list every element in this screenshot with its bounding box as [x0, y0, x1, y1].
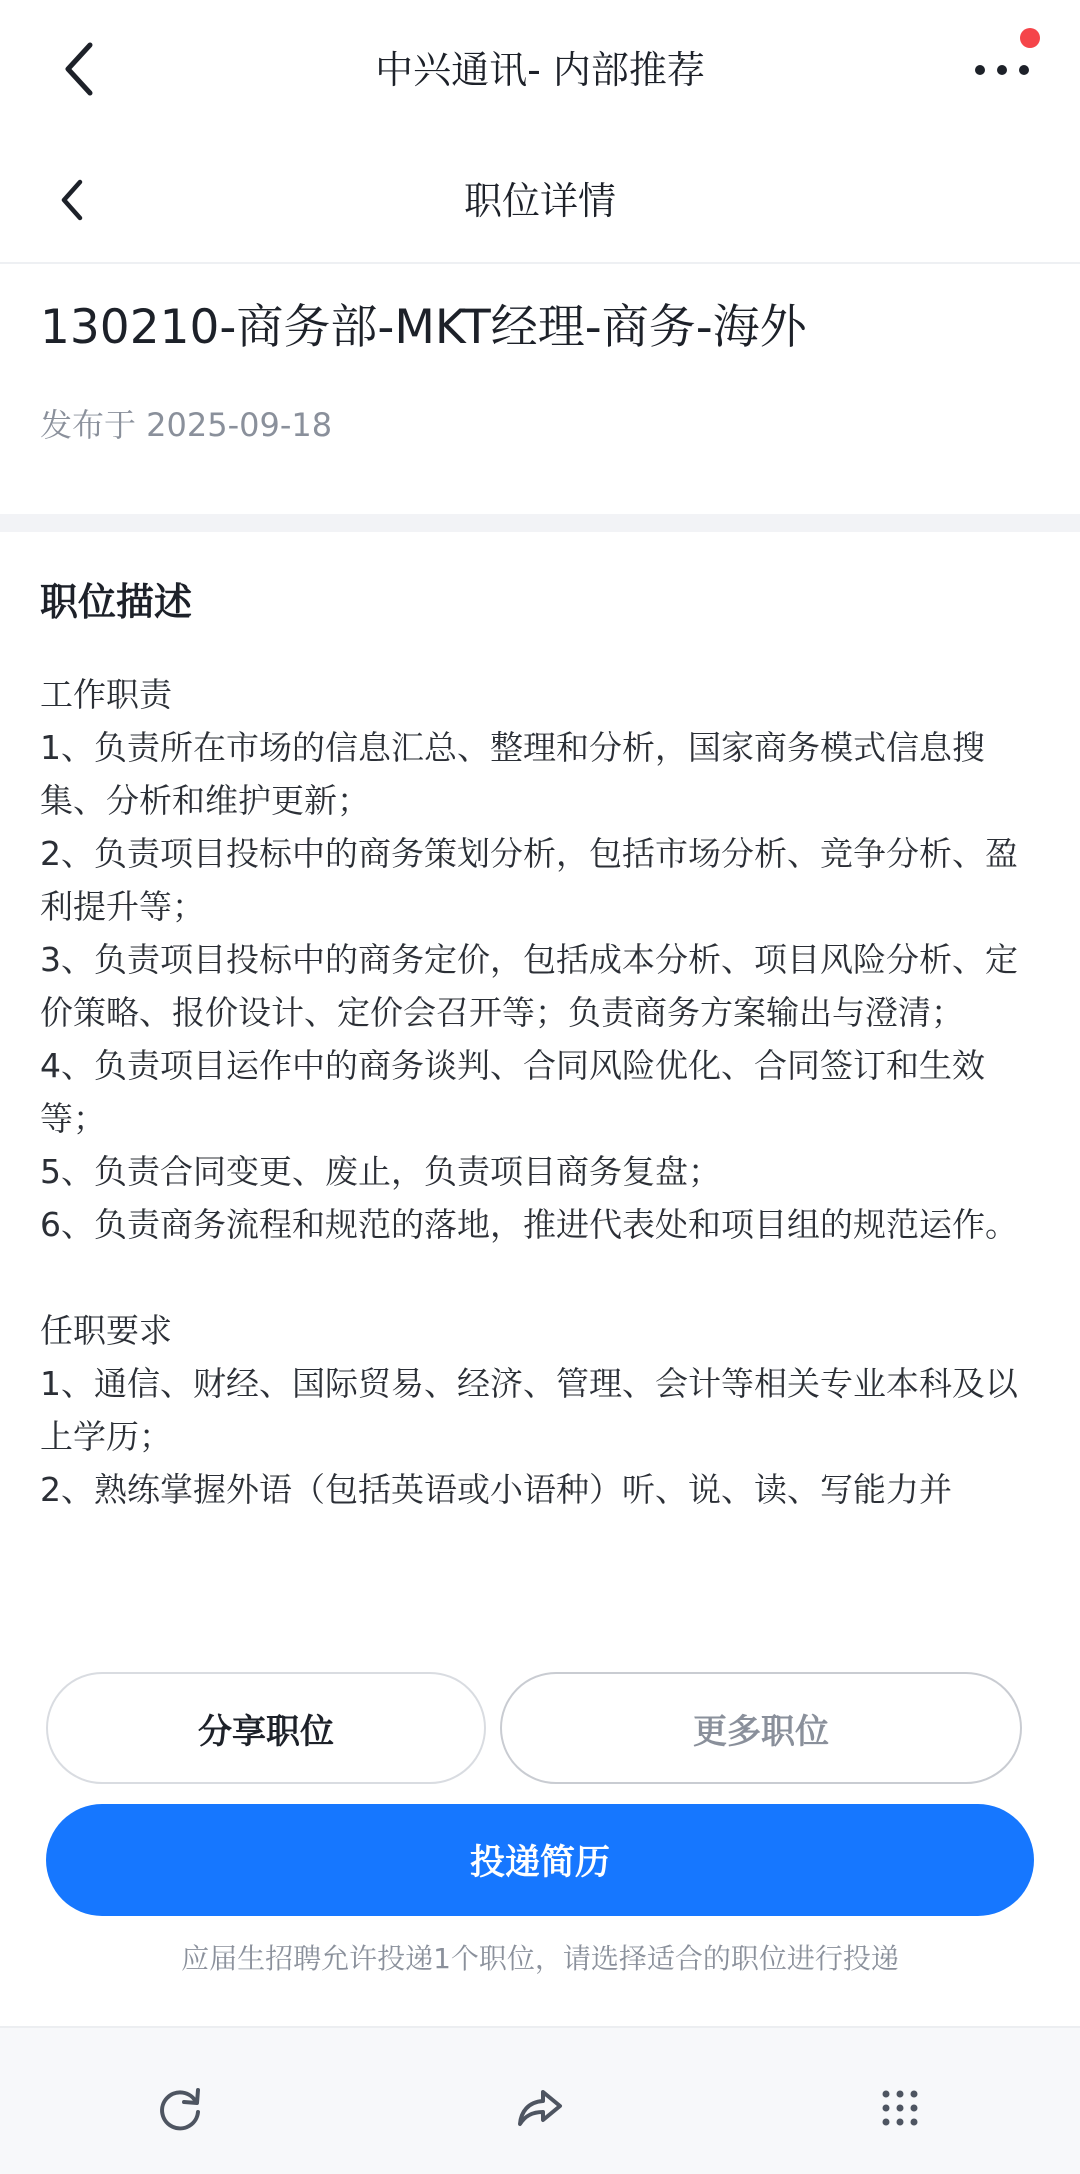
duty-item: 2、负责项目投标中的商务策划分析，包括市场分析、竞争分析、盈利提升等； — [40, 834, 1018, 926]
refresh-icon — [154, 2082, 206, 2134]
back-button[interactable] — [40, 24, 120, 114]
duty-item: 3、负责项目投标中的商务定价，包括成本分析、项目风险分析、定价策略、报价设计、定价会召开等；负责商务方案输出与澄清； — [40, 940, 1018, 1032]
grid-dots-icon — [874, 2082, 926, 2134]
notification-dot — [1020, 28, 1040, 48]
bottom-toolbar — [0, 2026, 1080, 2174]
chevron-left-icon — [58, 178, 88, 222]
app-bar — [0, 0, 1080, 140]
requirement-item: 2、熟练掌握外语（包括英语或小语种）听、说、读、写能力并 — [40, 1470, 952, 1509]
grid-menu-button[interactable] — [860, 2068, 940, 2148]
chevron-left-icon — [60, 39, 100, 99]
duties-heading: 工作职责 — [40, 675, 172, 714]
section-title-description: 职位描述 — [40, 580, 193, 624]
apply-resume-button[interactable]: 投递简历 — [46, 1804, 1034, 1916]
requirement-item: 1、通信、财经、国际贸易、经济、管理、会计等相关专业本科及以上学历； — [40, 1364, 1018, 1456]
page-title: 职位详情 — [463, 179, 616, 223]
app-title: 中兴通讯- 内部推荐 — [375, 48, 705, 92]
duty-item: 4、负责项目运作中的商务谈判、合同风险优化、合同签订和生效等； — [40, 1046, 985, 1138]
job-title: 130210-商务部-MKT经理-商务-海外 — [40, 300, 807, 355]
more-horizontal-icon — [972, 62, 1032, 78]
duty-item: 1、负责所在市场的信息汇总、整理和分析，国家商务模式信息搜集、分析和维护更新； — [40, 728, 985, 820]
page-back-button[interactable] — [38, 160, 108, 240]
apply-notice: 应届生招聘允许投递1个职位，请选择适合的职位进行投递 — [181, 1942, 899, 1975]
page-header — [0, 140, 1080, 264]
refresh-button[interactable] — [140, 2068, 220, 2148]
share-job-button[interactable]: 分享职位 — [46, 1672, 486, 1784]
requirements-heading: 任职要求 — [40, 1311, 172, 1350]
forward-share-icon — [514, 2082, 566, 2134]
section-divider — [0, 514, 1080, 532]
more-jobs-button[interactable]: 更多职位 — [500, 1672, 1022, 1784]
paragraph-gap — [40, 1251, 1042, 1304]
forward-button[interactable] — [500, 2068, 580, 2148]
duty-item: 5、负责合同变更、废止，负责项目商务复盘； — [40, 1152, 721, 1191]
publish-date: 发布于 2025-09-18 — [40, 406, 333, 444]
job-description — [40, 668, 1042, 1618]
duty-item: 6、负责商务流程和规范的落地，推进代表处和项目组的规范运作。 — [40, 1205, 1018, 1244]
